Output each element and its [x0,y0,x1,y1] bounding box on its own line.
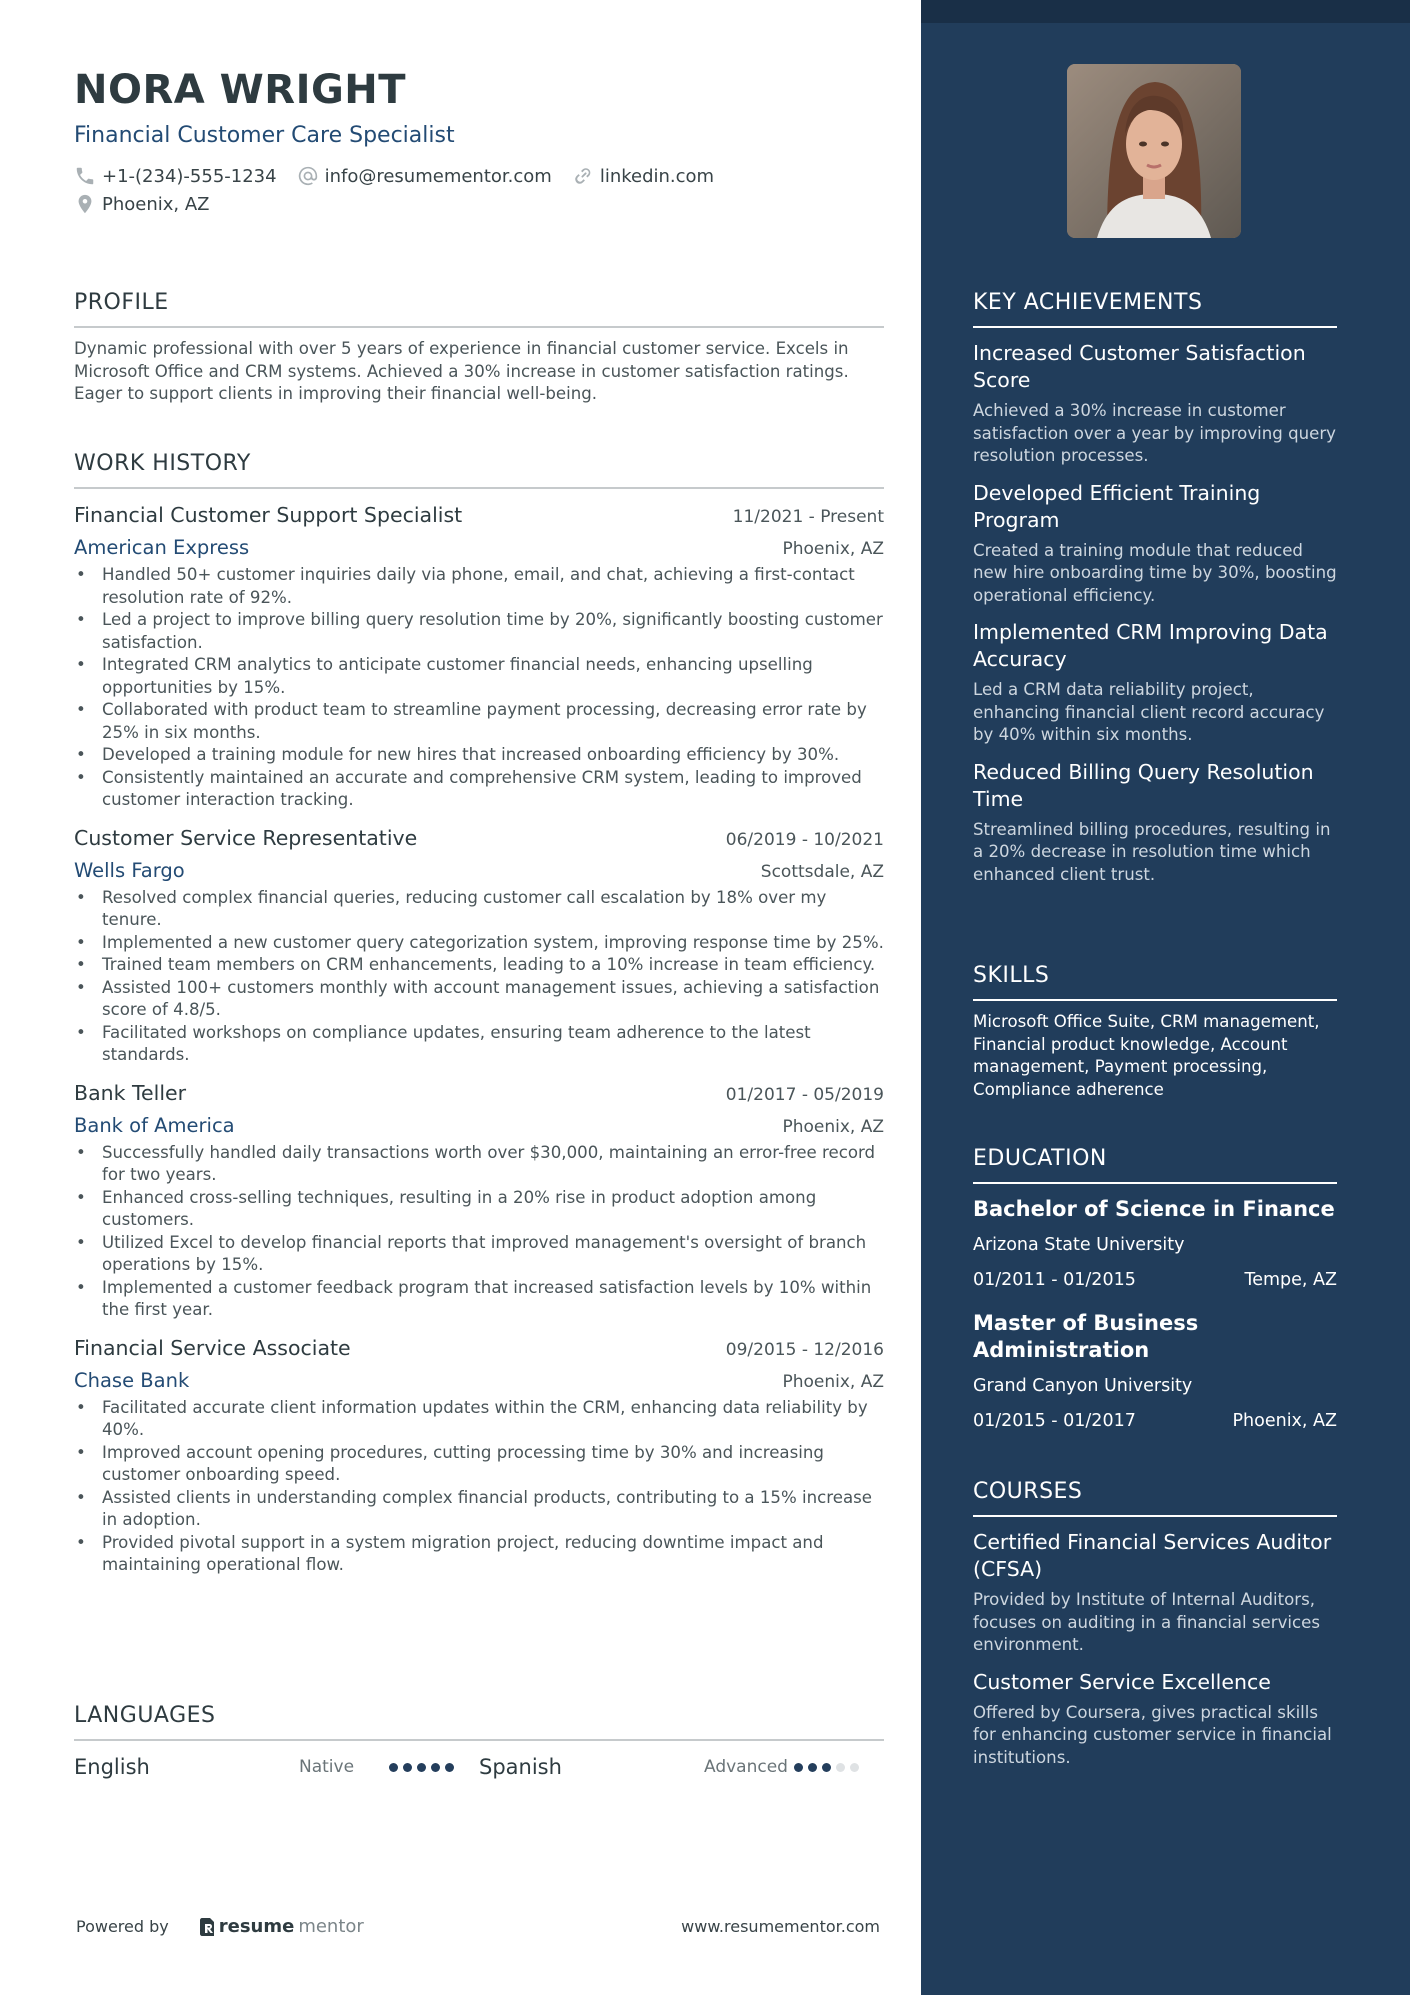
job-bullet: • Implemented a new customer query categorization system, improving response time by 25%. [74,932,884,955]
job-bullets [74,564,884,812]
location-pin-icon [74,193,96,215]
brand-bold-text: resume [218,1916,295,1937]
candidate-title: Financial Customer Care Specialist [74,123,455,148]
at-icon [297,165,319,187]
education-meta [973,1268,1337,1292]
achievement-item [973,340,1337,468]
job-bullet: • Handled 50+ customer inquiries daily via phone, email, and chat, achieving a first-contact resolution rate of 92%. [74,564,884,609]
job-dates: 01/2017 - 05/2019 [725,1084,884,1105]
achievement-desc: Streamlined billing procedures, resulting in a 20% decrease in resolution time which enhanced client trust. [973,819,1331,884]
brand-light-text: mentor [298,1916,364,1937]
job-bullet: • Provided pivotal support in a system migration project, reducing downtime impact and maintaining operational flow. [74,1532,884,1577]
rating-dot [445,1763,454,1772]
course-list [973,1529,1337,1769]
job-company: American Express [74,536,250,559]
job-bullet: • Developed a training module for new hires that increased onboarding efficiency by 30%. [74,744,884,767]
languages-section [74,1701,884,1781]
resumementor-logo-icon [199,1917,215,1937]
contact-location [74,193,210,215]
phone-text: +1-(234)-555-1234 [102,165,277,187]
profile-photo [1067,64,1241,238]
resume-header [74,66,884,218]
job-subheader [74,1113,884,1139]
job-company: Chase Bank [74,1368,190,1392]
rating-dot [403,1763,412,1772]
education-list [973,1196,1337,1433]
education-section [973,1144,1337,1433]
education-meta [973,1409,1337,1433]
job-entry [74,1079,884,1322]
profile-section [74,288,884,406]
course-item [973,1669,1337,1770]
powered-by [76,1916,364,1937]
achievement-title: Increased Customer Satisfaction Score [973,341,1306,392]
brand-logo[interactable] [199,1916,364,1937]
education-school: Grand Canyon University [973,1376,1193,1396]
education-dates: 01/2011 - 01/2015 [973,1270,1136,1290]
portrait-image [1067,64,1241,238]
rating-dot [417,1763,426,1772]
job-bullet: • Improved account opening procedures, cutting processing time by 30% and increasing customer onboarding speed. [74,1442,884,1487]
job-company: Wells Fargo [74,858,185,882]
education-item [973,1310,1337,1433]
job-bullet: • Led a project to improve billing query resolution time by 20%, significantly boosting customer satisfaction. [74,609,884,654]
language-item [74,1755,479,1779]
job-bullet: • Integrated CRM analytics to anticipate customer financial needs, enhancing upselling opportunities by 15%. [74,654,884,699]
achievement-item [973,619,1337,747]
footer [76,1916,880,1937]
course-title: Customer Service Excellence [973,1669,1271,1694]
job-bullet: • Implemented a customer feedback program that increased satisfaction levels by 10% within the first year. [74,1277,884,1322]
job-role: Financial Service Associate [74,1335,351,1360]
achievement-list [973,340,1337,886]
achievement-item [973,480,1337,608]
job-bullets [74,887,884,1067]
skills-section [973,961,1337,1101]
language-name: English [74,1755,150,1779]
job-dates: 06/2019 - 10/2021 [725,829,884,850]
phone-icon [74,165,96,187]
job-bullet: • Utilized Excel to develop financial reports that improved management's oversight of branch operations by 15%. [74,1232,884,1277]
contact-email[interactable] [297,165,552,187]
job-bullet: • Successfully handled daily transactions worth over $30,000, maintaining an error-free record for two years. [74,1142,884,1187]
job-header [74,824,884,852]
contact-info [74,162,884,218]
course-desc: Provided by Institute of Internal Auditors, focuses on auditing in a financial services environment. [973,1590,1320,1654]
contact-phone [74,165,277,187]
courses-section [973,1477,1337,1769]
achievement-desc: Created a training module that reduced new hire onboarding time by 30%, boosting operational efficiency. [973,540,1337,605]
job-bullet: • Trained team members on CRM enhancements, leading to a 10% increase in team efficiency. [74,954,884,977]
achievement-title: Developed Efficient Training Program [973,480,1261,532]
achievement-desc: Led a CRM data reliability project, enhancing financial client record accuracy by 40% within six months. [973,680,1325,744]
language-rating [794,1763,859,1772]
email-text: info@resumementor.com [324,165,552,187]
profile-summary: Dynamic professional with over 5 years of experience in financial customer service. Excels in Microsoft Office and CRM systems. Achieved a 30% increase in customer satisfaction ratings. Eager to support clients in improving their financial well-being. [74,339,849,403]
achievement-desc: Achieved a 30% increase in customer satisfaction over a year by improving query resolution processes. [973,401,1336,465]
job-location: Scottsdale, AZ [760,861,884,882]
job-location: Phoenix, AZ [782,1116,884,1137]
job-role: Bank Teller [74,1080,187,1105]
education-location: Tempe, AZ [1244,1270,1337,1290]
job-subheader [74,858,884,884]
job-role: Financial Customer Support Specialist [74,503,463,527]
job-subheader [74,535,884,561]
language-name: Spanish [479,1755,562,1779]
job-entry [74,1334,884,1577]
job-bullet: • Resolved complex financial queries, reducing customer call escalation by 18% over my tenure. [74,887,884,932]
job-bullet: • Facilitated accurate client information updates within the CRM, enhancing data reliability by 40%. [74,1397,884,1442]
rating-dot [822,1763,831,1772]
achievements-heading: KEY ACHIEVEMENTS [973,288,1337,328]
job-entry [74,824,884,1067]
job-location: Phoenix, AZ [782,539,884,559]
skills-heading: SKILLS [973,961,1337,1001]
job-dates: 11/2021 - Present [732,507,884,527]
job-header [74,1079,884,1107]
job-bullets [74,1397,884,1577]
work-history-heading: WORK HISTORY [74,449,884,489]
job-role: Customer Service Representative [74,825,418,850]
rating-dot [808,1763,817,1772]
job-bullet: • Assisted clients in understanding complex financial products, contributing to a 15% increase in adoption. [74,1487,884,1532]
language-list [74,1753,884,1781]
rating-dot [389,1763,398,1772]
job-bullets [74,1142,884,1322]
education-school: Arizona State University [973,1235,1185,1255]
courses-heading: COURSES [973,1477,1337,1517]
sidebar-top-bar [921,0,1410,23]
footer-website[interactable]: www.resumementor.com [681,1917,880,1936]
achievements-section [973,288,1337,886]
course-item [973,1529,1337,1657]
job-dates: 09/2015 - 12/2016 [725,1339,884,1360]
job-subheader [74,1368,884,1394]
linkedin-text: linkedin.com [599,165,715,187]
rating-dot [836,1763,845,1772]
achievement-title: Implemented CRM Improving Data Accuracy [973,620,1328,671]
job-bullet: • Assisted 100+ customers monthly with account management issues, achieving a satisfaction score of 4.8/5. [74,977,884,1022]
language-level: Advanced [704,1757,788,1777]
language-item [479,1755,884,1779]
job-bullet: • Enhanced cross-selling techniques, resulting in a 20% rise in product adoption among customers. [74,1187,884,1232]
languages-heading: LANGUAGES [74,1701,884,1741]
profile-heading: PROFILE [74,288,884,328]
contact-linkedin[interactable] [572,165,714,187]
education-item [973,1196,1337,1292]
job-bullet: • Facilitated workshops on compliance updates, ensuring team adherence to the latest standards. [74,1022,884,1067]
course-desc: Offered by Coursera, gives practical skills for enhancing customer service in financial institutions. [973,1702,1332,1767]
powered-by-label: Powered by [76,1917,169,1936]
rating-dot [850,1763,859,1772]
job-list [74,501,884,1577]
location-text: Phoenix, AZ [102,193,210,215]
language-level: Native [299,1757,355,1777]
rating-dot [431,1763,440,1772]
education-dates: 01/2015 - 01/2017 [973,1411,1136,1431]
job-location: Phoenix, AZ [782,1371,884,1392]
link-icon [572,165,594,187]
education-location: Phoenix, AZ [1232,1411,1337,1431]
job-entry [74,501,884,812]
job-company: Bank of America [74,1113,235,1137]
achievement-title: Reduced Billing Query Resolution Time [973,759,1314,811]
candidate-name: NORA WRIGHT [74,67,407,113]
skills-text: Microsoft Office Suite, CRM management, Financial product knowledge, Account management, Payment processing, Compliance adherence [973,1012,1320,1099]
job-header [74,501,884,529]
rating-dot [794,1763,803,1772]
job-bullet: • Consistently maintained an accurate and comprehensive CRM system, leading to improved customer interaction tracking. [74,767,884,812]
job-bullet: • Collaborated with product team to streamline payment processing, decreasing error rate by 25% in six months. [74,699,884,744]
language-rating [389,1763,454,1772]
education-degree: Bachelor of Science in Finance [973,1197,1335,1221]
education-heading: EDUCATION [973,1144,1337,1184]
education-degree: Master of Business Administration [973,1311,1199,1362]
work-history-section [74,449,884,1577]
achievement-item [973,759,1337,887]
job-header [74,1334,884,1362]
course-title: Certified Financial Services Auditor (CFSA) [973,1530,1332,1581]
sidebar [921,0,1410,1995]
